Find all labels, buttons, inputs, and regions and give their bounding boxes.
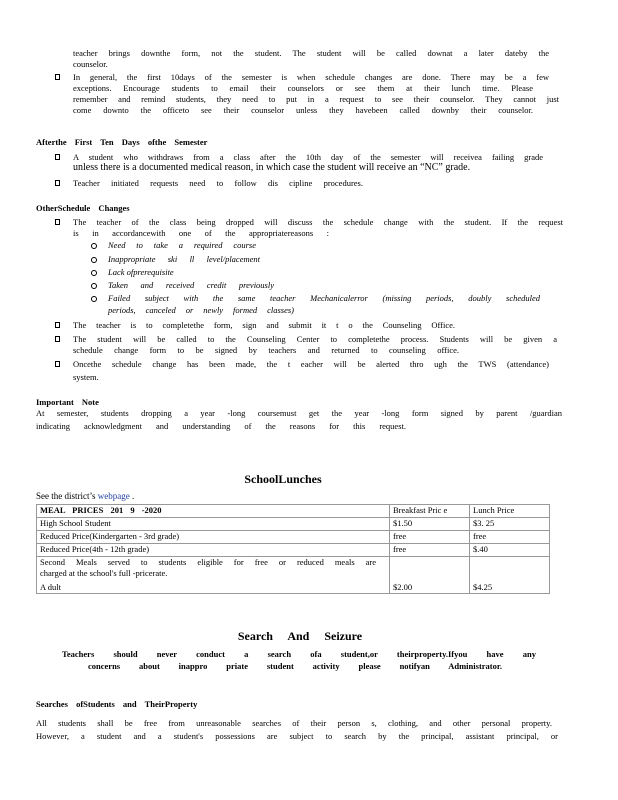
checkbox-bullet-icon xyxy=(55,219,60,225)
table-row xyxy=(37,531,550,544)
bold-notice-line: concerns about inappro priate student activity please notifyan Administrator. xyxy=(88,661,502,671)
reason-item: Lack ofprerequisite xyxy=(108,267,174,277)
reason-item: periods, canceled or newly formed classes) xyxy=(108,305,294,315)
checkbox-bullet-icon xyxy=(55,154,60,160)
paragraph-line: schedule change form to be signed by teachers and returned to counseling office. xyxy=(73,345,459,355)
reason-item: Need to take a required course xyxy=(108,240,256,250)
table-cell xyxy=(37,557,390,594)
table-cell: High School Student xyxy=(37,518,390,531)
circle-bullet-icon xyxy=(91,296,97,302)
paragraph-line: indicating acknowledgment and understanding of the reasons for this request. xyxy=(36,421,406,431)
table-cell: free xyxy=(390,544,470,557)
circle-bullet-icon xyxy=(91,270,97,276)
circle-bullet-icon xyxy=(91,257,97,263)
continuation-line: teacher brings downthe form, not the student. The student will be called downat a later dateby the xyxy=(73,48,549,58)
webpage-link[interactable]: webpage xyxy=(97,491,130,501)
see-district-line xyxy=(36,491,134,502)
second-meals-line: charged at the school's full -pricerate. xyxy=(40,568,168,578)
table-header-cell: MEAL PRICES 201 9 -2020 xyxy=(37,505,390,518)
table-cell: free xyxy=(390,531,470,544)
table-header-cell: Lunch Price xyxy=(470,505,550,518)
table-cell: $4.25 xyxy=(470,557,550,594)
table-row xyxy=(37,518,550,531)
table-cell: free xyxy=(470,531,550,544)
checkbox-bullet-icon xyxy=(55,180,60,186)
checkbox-bullet-icon xyxy=(55,336,60,342)
bold-notice-line: Teachers should never conduct a search ofa student,or theirproperty.Ifyou have any xyxy=(62,649,536,659)
see-prefix: See the district’s xyxy=(36,491,96,501)
table-cell: $2.00 xyxy=(390,557,470,594)
meal-prices-table xyxy=(36,504,550,594)
table-cell: $.40 xyxy=(470,544,550,557)
paragraph-line: system. xyxy=(73,372,99,382)
table-cell: Reduced Price(Kindergarten - 3rd grade) xyxy=(37,531,390,544)
paragraph-line: is in accordancewith one of the appropriatereasons : xyxy=(73,228,329,238)
table-cell: $3. 25 xyxy=(470,518,550,531)
section-title: Search And Seizure xyxy=(237,629,363,643)
table-cell: $1.50 xyxy=(390,518,470,531)
table-row xyxy=(37,544,550,557)
second-meals-line: Second Meals served to students eligible for free or reduced meals are xyxy=(40,557,376,567)
table-header-row xyxy=(37,505,550,518)
paragraph-line: Teacher initiated requests need to follow dis cipline procedures. xyxy=(73,178,363,188)
reason-item: Failed subject with the same teacher Mechanicalerror (missing periods, doubly scheduled xyxy=(108,293,540,303)
reason-item: Taken and received credit previously xyxy=(108,280,274,290)
checkbox-bullet-icon xyxy=(55,361,60,367)
paragraph-line: The teacher is to completethe form, sign and submit it t o the Counseling Office. xyxy=(73,320,455,330)
table-row xyxy=(37,557,550,594)
section-title: SchoolLunches xyxy=(244,472,322,486)
adult-label: A dult xyxy=(40,582,62,592)
circle-bullet-icon xyxy=(91,243,97,249)
circle-bullet-icon xyxy=(91,283,97,289)
paragraph-line: come downto the officeto see their counselor unless they havebeen called downby their counselor. xyxy=(73,105,533,115)
table-cell: Reduced Price(4th - 12th grade) xyxy=(37,544,390,557)
section-heading: Searches ofStudents and TheirProperty xyxy=(36,699,198,709)
paragraph-line: At semester, students dropping a year -long coursemust get the year -long form signed by parent /guardian xyxy=(36,408,562,418)
section-heading: Important Note xyxy=(36,397,99,407)
paragraph-line: The teacher of the class being dropped will discuss the schedule change with the student. If the request xyxy=(73,217,563,227)
paragraph-line: However, a student and a student's possessions are subject to search by the principal, assistant principal, or xyxy=(36,731,558,741)
section-heading: OtherSchedule Changes xyxy=(36,203,130,213)
paragraph-line: The student will be called to the Counseling Center to completethe process. Students will be given a xyxy=(73,334,557,344)
table-header-cell: Breakfast Pric e xyxy=(390,505,470,518)
checkbox-bullet-icon xyxy=(55,74,60,80)
paragraph-line: Oncethe schedule change has been made, the t eacher will be alerted thro ugh the TWS (attendance) xyxy=(73,359,549,369)
paragraph-line: In general, the first 10days of the semester is when schedule changes are done. There may be a few xyxy=(73,72,549,82)
continuation-line: counselor. xyxy=(73,59,108,69)
checkbox-bullet-icon xyxy=(55,322,60,328)
paragraph-line: All students shall be free from unreasonable searches of their person s, clothing, and other personal property. xyxy=(36,718,552,728)
paragraph-line: exceptions. Encourage students to email their counselors or see them at their lunch time. Please xyxy=(73,83,533,93)
paragraph-line: remember and remind students, they need to put in a request to see their counselor. They cannot just xyxy=(73,94,559,104)
reason-item: Inappropriate ski ll level/placement xyxy=(108,254,260,264)
see-suffix: . xyxy=(131,491,135,501)
paragraph-line: unless there is a documented medical reason, in which case the student will receive an “NC” grade. xyxy=(73,162,471,173)
paragraph-line: A student who withdraws from a class after the 10th day of the semester will receivea failing grade xyxy=(73,152,543,162)
section-heading: Afterthe First Ten Days ofthe Semester xyxy=(36,137,208,147)
